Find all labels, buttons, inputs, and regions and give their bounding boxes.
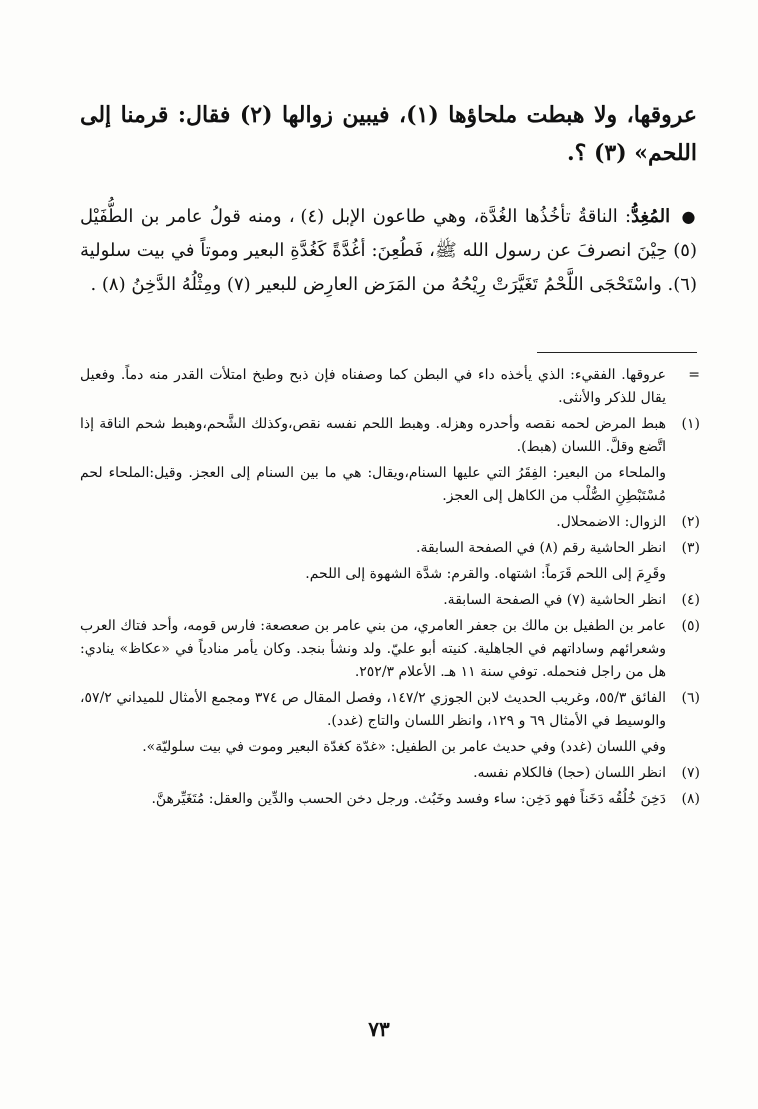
footnote-8 — [80, 788, 700, 811]
footnote-5 — [80, 615, 700, 684]
footnote-6 — [80, 687, 700, 733]
footnote-text: هبط المرض لحمه نقصه وأحدره وهزله. وهبط اللحم نفسه نقص،وكذلك الشَّحم،وهبط شحم الناقة إذا اتَّضع وقلَّ. اللسان (هبط). — [80, 416, 666, 455]
footnote-number: (٥) — [681, 618, 700, 634]
footnote-2 — [80, 511, 700, 534]
footnote-6-paragraph: وفي اللسان (غدد) وفي حديث عامر بن الطفيل: «غدّة كغدّة البعير وموت في بيت سلوليّة». — [142, 739, 666, 755]
main-heading — [80, 96, 697, 172]
footnote-text: دَخِنَ خُلُقُه دَخَناً فهو دَخِن: ساء وفسد وخَبُث. ورجل دخن الحسب والدِّين والعقل: مُتَغَيِّرهنَّ. — [151, 791, 666, 807]
footnote-text: انظر الحاشية رقم (٨) في الصفحة السابقة. — [416, 540, 666, 556]
main-entry — [80, 200, 697, 302]
footnote-text: انظر الحاشية (٧) في الصفحة السابقة. — [443, 592, 666, 608]
entry-keyword: المُغِدُّ — [631, 206, 671, 227]
bullet-icon: ● — [681, 207, 697, 226]
footnote-text: الفائق ٥٥/٣، وغريب الحديث لابن الجوزي ١٤٧/٢، وفصل المقال ص ٣٧٤ ومجمع الأمثال للميداني ٥٧/٢، والوسيط في الأمثال ٦٩ و ١٢٩، وانظر اللسان والتاج (غدد). — [80, 690, 667, 729]
footnote-3 — [80, 537, 700, 560]
footnote-number: (٣) — [681, 540, 700, 556]
footnote-text: عامر بن الطفيل بن مالك بن جعفر العامري، من بني عامر بن صعصعة: فارس قومه، وأحد فتاك العرب وشعرائهم وساداتهم في الجاهلية. كنيته أبو عليّ. ولد ونشأ بنجد. وكان يأمر منادياً في «عكاظ» ينادي: هل من راجل فنحمله. توفي سنة ١١ هـ. الأعلام ٢٥٢/٣. — [80, 618, 667, 680]
entry-text: : الناقةُ تأخُذُها الغُدَّة، وهي طاعون الإبل (٤) ، ومنه قولُ عامر بن الطُّفَيْل (٥) حِيْنَ انصرفَ عن رسول الله ﷺ، فَطُعِنَ: أغُدَّةً كَغُدَّةِ البعير وموتاً في بيت سلولية (٦). واسْتَحْجَى اللَّحْمُ تَغَيَّرَتْ رِيْحُهُ من المَرَض العارِض للبعير (٧) ومِثْلُهُ الدَّخِنُ (٨) . — [80, 206, 697, 295]
footnote-number: (٢) — [681, 514, 700, 530]
footnote-continuation — [80, 364, 700, 410]
footnote-text: انظر اللسان (حجا) فالكلام نفسه. — [473, 765, 666, 781]
footnote-number: (٤) — [681, 592, 700, 608]
footnote-divider — [537, 352, 697, 353]
footnote-3-paragraph: وقَرِمَ إلى اللحم قَرَماً: اشتهاه. والقرم: شدَّة الشهوة إلى اللحم. — [305, 566, 666, 582]
footnote-number: (٨) — [681, 791, 700, 807]
footnote-text: الزوال: الاضمحلال. — [556, 514, 666, 530]
footnotes — [80, 364, 700, 814]
footnote-marker: = — [688, 367, 700, 383]
footnote-number: (٧) — [681, 765, 700, 781]
footnote-4 — [80, 589, 700, 612]
heading-text: عروقها، ولا هبطت ملحاؤها (١)، فيبين زوالها (٢) فقال: قرمنا إلى اللحم» (٣) ؟. — [80, 102, 698, 166]
footnote-number: (٦) — [681, 690, 700, 706]
footnote-1-paragraph: والملحاء من البعير: الفِقَرُ التي عليها السنام،ويقال: هي ما بين السنام إلى العجز. وقيل:الملحاء لحم مُسْتَبْطِنِ الصُّلْب من الكاهل إلى العجز. — [80, 465, 666, 504]
footnote-text: عروقها. الفقيء: الذي يأخذه داء في البطن كما وصفناه فإن ذبح وطبخ امتلأت القدر منه دماً. وفعيل يقال للذكر والأنثى. — [80, 367, 666, 406]
footnote-1 — [80, 413, 700, 459]
page-number: ٧٣ — [368, 1017, 390, 1041]
footnote-7 — [80, 762, 700, 785]
footnote-number: (١) — [681, 416, 700, 432]
